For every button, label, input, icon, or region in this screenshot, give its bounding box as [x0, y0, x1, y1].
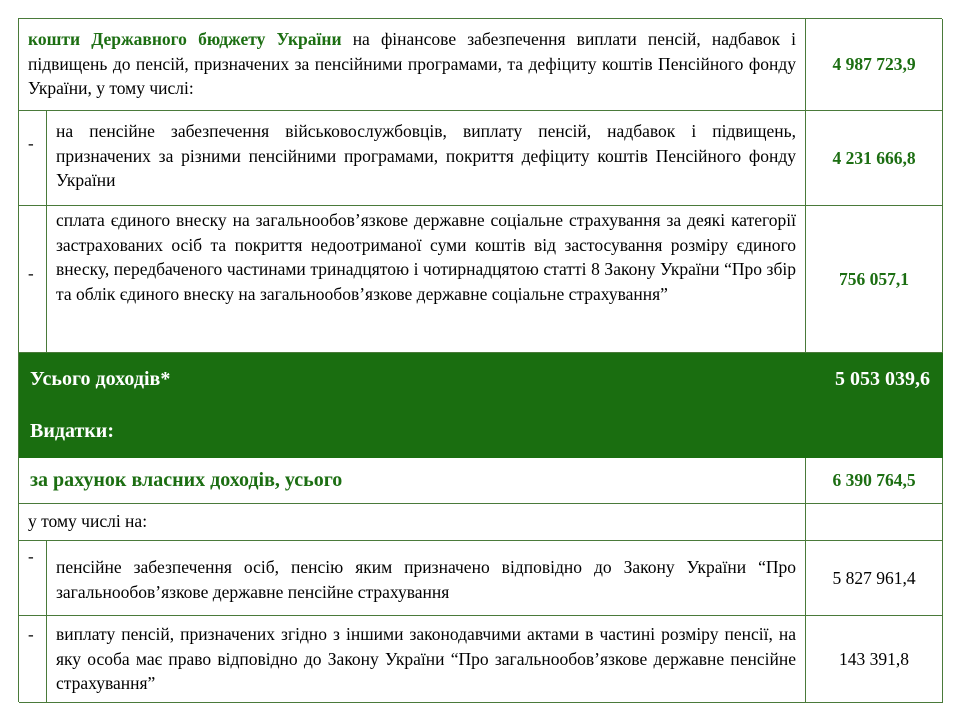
state-budget-label-cell — [19, 19, 806, 111]
total-income-value: 5 053 039,6 — [835, 368, 930, 390]
military-label: на пенсійне забезпечення військовослужбовців, виплату пенсій, надбавок і підвищень, призначених за різними пенсійними програмами, покриття дефіциту коштів Пенсійного фонду України — [56, 121, 796, 190]
military-label-cell — [47, 111, 806, 206]
state-budget-label — [28, 27, 796, 101]
pension-law-dash-cell — [19, 541, 47, 616]
pension-law-label-cell — [47, 541, 806, 616]
total-income-row — [19, 353, 943, 405]
total-income-label: Усього доходів* — [30, 368, 171, 390]
expenses-header-row — [19, 405, 943, 458]
social-value: 756 057,1 — [806, 206, 943, 353]
social-dash-cell — [19, 206, 47, 353]
military-dash-cell — [19, 111, 47, 206]
pension-law-value: 5 827 961,4 — [806, 541, 943, 616]
social-dash: - — [28, 264, 34, 283]
own-income-value: 6 390 764,5 — [806, 458, 943, 504]
including-value-cell — [806, 504, 943, 541]
state-budget-value: 4 987 723,9 — [806, 19, 943, 111]
other-acts-dash: - — [28, 625, 34, 644]
expenses-header-label: Видатки: — [30, 420, 114, 442]
pension-law-label: пенсійне забезпечення осіб, пенсію яким призначено відповідно до Закону України “Про загальнообов’язкове державне пенсійне страхування — [56, 557, 796, 602]
military-dash: - — [28, 134, 34, 153]
pension-law-dash: - — [28, 547, 34, 566]
own-income-label-cell — [19, 458, 806, 504]
other-acts-dash-cell — [19, 616, 47, 703]
social-label-cell — [47, 206, 806, 353]
other-acts-label-cell — [47, 616, 806, 703]
including-label: у тому числі на: — [28, 511, 148, 531]
other-acts-label: виплату пенсій, призначених згідно з іншими законодавчими актами в частині розміру пенсії, на яку особа має право відповідно до Закону України “Про загальнообов’язкове державне пенсійне страхування” — [56, 624, 796, 693]
state-budget-label-rest: на фінансове забезпечення виплати пенсій, надбавок і підвищень до пенсій, призначених за пенсійними програмами, та дефіциту коштів Пенсійного фонду України, у тому числі: — [28, 29, 796, 98]
social-label: сплата єдиного внеску на загальнообов’язкове державне соціальне страхування за деякі категорії застрахованих осіб та покриття недоотриманої суми коштів від застосування розміру єдиного внеску, передбаченого частинами тринадцятою і чотирнадцятою статті 8 Закону України “Про збір та облік єдиного внеску на загальнообов’язкове державне соціальне страхування” — [56, 210, 796, 304]
state-budget-label-bold: кошти Державного бюджету України — [28, 29, 342, 49]
other-acts-value: 143 391,8 — [806, 616, 943, 703]
including-label-cell — [19, 504, 806, 541]
budget-table — [18, 18, 942, 702]
military-value: 4 231 666,8 — [806, 111, 943, 206]
own-income-label: за рахунок власних доходів, усього — [30, 469, 343, 491]
